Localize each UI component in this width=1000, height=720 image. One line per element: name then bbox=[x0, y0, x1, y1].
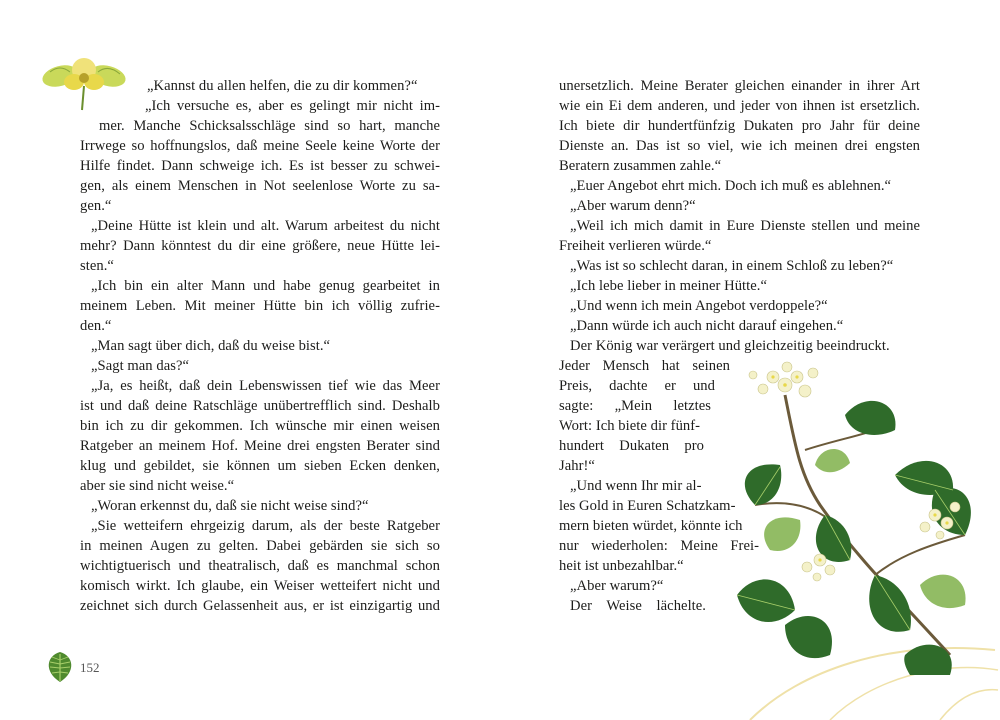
text-line: mer. Manche Schicksalsschläge sind so hart, manche bbox=[99, 118, 440, 134]
text-line: „Sie wetteifern ehrgeizig darum, als der beste Ratgeber bbox=[91, 518, 440, 534]
text-line: Dienste an. Das ist so viel, wie ich meinen drei engsten bbox=[559, 138, 920, 154]
text-line: bin ich zu dir gekommen. Ich wünsche mir einen weisen bbox=[80, 418, 440, 434]
hawthorn-branch-illustration bbox=[725, 355, 990, 675]
text-line: sagte: „Mein letztes bbox=[559, 398, 711, 414]
text-line: „Sagt man das?“ bbox=[91, 358, 190, 374]
text-line: in meinen Augen zu gelten. Dabei gebärden sie sich so bbox=[80, 538, 440, 554]
text-line: klug und gebildet, sie können um sieben Ecken denken, bbox=[80, 458, 440, 474]
text-line: den.“ bbox=[80, 318, 112, 334]
text-line: Ich biete dir hundertfünfzig Dukaten pro Jahr für deine bbox=[559, 118, 920, 134]
text-line: Jahr!“ bbox=[559, 458, 595, 474]
text-line: „Man sagt über dich, daß du weise bist.“ bbox=[91, 338, 331, 354]
text-line: gen, als einem Menschen in Not seelenlose Worte zu sa- bbox=[80, 178, 440, 194]
text-line: Beratern zusammen zahle.“ bbox=[559, 158, 722, 174]
text-line: „Aber warum?“ bbox=[570, 578, 664, 594]
text-line: „Euer Angebot ehrt mich. Doch ich muß es ablehnen.“ bbox=[570, 178, 892, 194]
text-line: „Und wenn Ihr mir al- bbox=[570, 478, 702, 494]
text-line: „Weil ich mich damit in Eure Dienste stellen und meine bbox=[570, 218, 920, 234]
text-line: „Was ist so schlecht daran, in einem Schloß zu leben?“ bbox=[570, 258, 894, 274]
text-line: Preis, dachte er und bbox=[559, 378, 715, 394]
text-line: nur wiederholen: Meine Frei- bbox=[559, 538, 759, 554]
text-line: Der König war verärgert und gleichzeitig beeindruckt. bbox=[570, 338, 890, 354]
text-line: „Deine Hütte ist klein und alt. Warum arbeitest du nicht bbox=[91, 218, 440, 234]
text-line: zeichnet sich durch Gelassenheit aus, er ist einzigartig und bbox=[80, 598, 440, 614]
page-number: 152 bbox=[80, 660, 100, 675]
text-line: Hilfe findet. Dann schweige ich. Es ist besser zu schwei- bbox=[80, 158, 440, 174]
text-line: hundert Dukaten pro bbox=[559, 438, 704, 454]
text-line: Freiheit verlieren würde.“ bbox=[559, 238, 712, 254]
text-line: „Ich lebe lieber in meiner Hütte.“ bbox=[570, 278, 767, 294]
text-line: Irrwege so hoffnungslos, daß meine Seele keine Worte der bbox=[80, 138, 440, 154]
text-line: Jeder Mensch hat seinen bbox=[559, 358, 730, 374]
text-line: gen.“ bbox=[80, 198, 112, 214]
green-leaf-icon bbox=[44, 650, 76, 684]
text-line: Der Weise lächelte. bbox=[570, 598, 706, 614]
text-line: „Ja, es heißt, daß dein Lebenswissen tief wie das Meer bbox=[91, 378, 440, 394]
text-line: komisch wirkt. Ich glaube, ein Weiser wetteifert nicht und bbox=[80, 578, 440, 594]
text-line: wichtigtuerisch und theatralisch, daß es manchmal schon bbox=[80, 558, 440, 574]
text-line: meinem Leben. Mit meiner Hütte bin ich völlig zufrie- bbox=[80, 298, 440, 314]
text-line: „Kannst du allen helfen, die zu dir kommen?“ bbox=[147, 78, 418, 94]
text-line: ist und daß deine Ratschläge unübertrefflich sind. Deshalb bbox=[80, 398, 440, 414]
text-line: „Dann würde ich auch nicht darauf eingehen.“ bbox=[570, 318, 844, 334]
text-line: mern bieten würdet, könnte ich bbox=[559, 518, 743, 534]
text-line: „Aber warum denn?“ bbox=[570, 198, 696, 214]
text-line: Wort: Ich biete dir fünf- bbox=[559, 418, 701, 434]
text-line: Ratgeber an meinem Hof. Meine drei engsten Berater sind bbox=[80, 438, 440, 454]
text-line: mehr? Dann könntest du dir eine größere, neue Hütte lei- bbox=[80, 238, 440, 254]
text-line: sten.“ bbox=[80, 258, 114, 274]
text-line: „Und wenn ich mein Angebot verdoppele?“ bbox=[570, 298, 828, 314]
text-line: unersetzlich. Meine Berater gleichen einander in ihrer Art bbox=[559, 78, 920, 94]
text-line: les Gold in Euren Schatzkam- bbox=[559, 498, 736, 514]
text-line: „Woran erkennst du, daß sie nicht weise sind?“ bbox=[91, 498, 369, 514]
text-line: wie ein Ei dem anderen, und jeder von ihnen ist ersetzlich. bbox=[559, 98, 920, 114]
text-line: aber sie sind nicht weise.“ bbox=[80, 478, 235, 494]
text-line: „Ich versuche es, aber es gelingt mir nicht im- bbox=[145, 98, 440, 114]
text-line: „Ich bin ein alter Mann und habe genug gearbeitet in bbox=[91, 278, 440, 294]
right-page bbox=[500, 0, 1000, 720]
yellow-flower-icon bbox=[40, 56, 130, 114]
text-line: heit ist unbezahlbar.“ bbox=[559, 558, 684, 574]
